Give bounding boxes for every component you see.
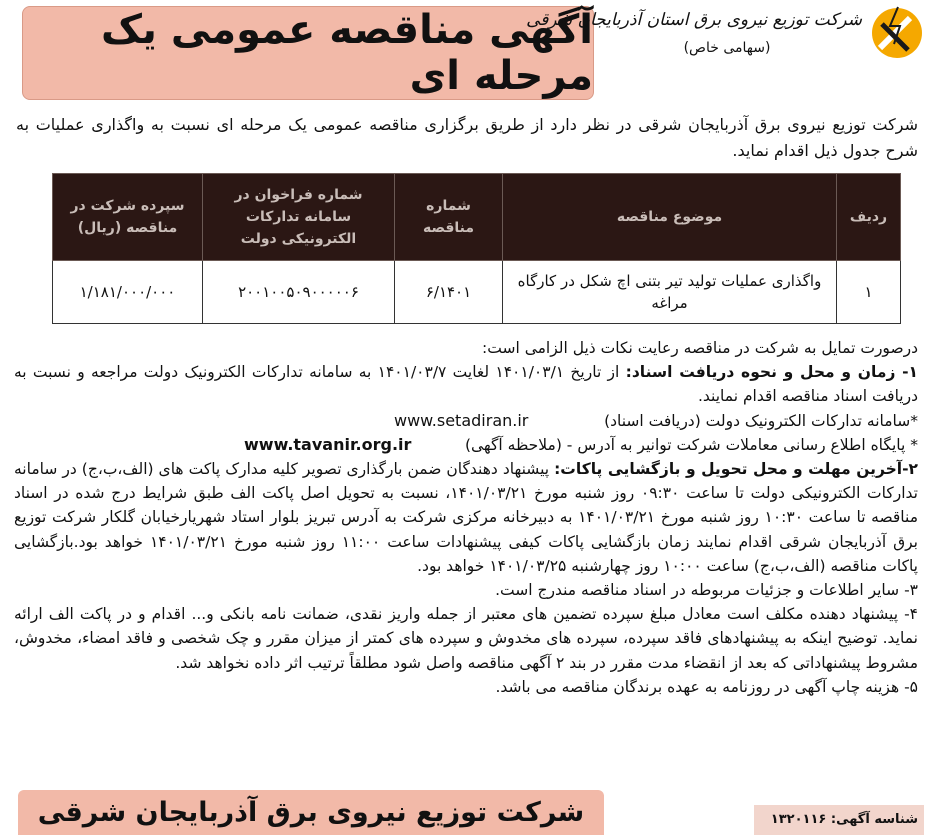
condition-1-heading: ۱- زمان و محل و نحوه دریافت اسناد:: [625, 363, 919, 382]
table-header-row: [53, 174, 901, 261]
bullet-tavanir: [14, 433, 918, 457]
bullet-tavanir-text: * پایگاه اطلاع رسانی معاملات شرکت توانیر به آدرس - (ملاحظه آگهی): [464, 435, 918, 454]
cell-subject: واگذاری عملیات تولید تیر بتنی اچ شکل در کارگاه مراغه: [503, 261, 837, 324]
cell-call-number: ۲۰۰۱۰۰۵۰۹۰۰۰۰۰۶: [203, 261, 395, 324]
condition-1: [14, 360, 918, 408]
cell-deposit: ۱/۱۸۱/۰۰۰/۰۰۰: [53, 261, 203, 324]
condition-1-text: از تاریخ ۱۴۰۱/۰۳/۱ لغایت ۱۴۰۱/۰۳/۷ به سامانه تدارکات الکترونیک دولت مراجعه و نسبت به دریافت اسناد مناقصه اقدام نمایند.: [14, 363, 918, 406]
condition-2: [14, 457, 918, 578]
bullet-setad-text: *سامانه تدارکات الکترونیک دولت (دریافت اسناد): [604, 411, 918, 430]
company-block: [526, 10, 862, 56]
col-header-deposit: سپرده شرکت در مناقصه (ریال): [53, 174, 203, 261]
condition-2-heading: ۲-آخرین مهلت و محل تحویل و بازگشایی پاکات:: [554, 460, 918, 479]
col-header-tender-number: شماره مناقصه: [395, 174, 503, 261]
page-title: آگهی مناقصه عمومی یک مرحله ای: [100, 7, 593, 99]
setad-link[interactable]: www.setadiran.ir: [394, 410, 529, 430]
power-lightning-logo-icon: [870, 4, 924, 66]
condition-3: ۳- سایر اطلاعات و جزئیات مربوطه در اسناد مناقصه مندرج است.: [495, 581, 918, 600]
company-name: شرکت توزیع نیروی برق استان آذربایجان شرقی: [526, 10, 862, 30]
col-header-subject: موضوع مناقصه: [503, 174, 837, 261]
intro-paragraph: شرکت توزیع نیروی برق آذربایجان شرقی در نظر دارد از طریق برگزاری مناقصه عمومی یک مرحله ای نسبت به واگذاری عملیات به شرح جدول ذیل اقدام نماید.: [16, 115, 918, 160]
col-header-row-number: ردیف: [837, 174, 901, 261]
cell-row-number: ۱: [837, 261, 901, 324]
condition-4: ۴- پیشنهاد دهنده مکلف است معادل مبلغ سپرده تضمین های معتبر از جمله واریز نقدی، ضمانت نامه بانکی و... اقدام و در پاکت الف ارائه نماید. توضیح اینکه به پیشنهادهای فاقد سپرده، سپرده های مخدوش و سپرده های کمتر از میزان مقرر و چک شخصی و فاقد امضاء، مخدوش، مشروط پیشنهاداتی که بعد از انقضاء مدت مقرر در بند ۲ آگهی مناقصه واصل شود مطلقاً ترتیب اثر داده نخواهد شد.: [14, 605, 918, 672]
condition-2-text: پیشنهاد دهندگان ضمن بارگذاری تصویر کلیه مدارک پاکت های (الف،ب،ج) در سامانه تدارکات الکترونیکی دولت تا ساعت ۰۹:۳۰ روز شنبه مورخ ۱۴۰۱/۰۳/۲۱، نسبت به تحویل اصل پاکت الف طبق شرایط درج شده در اسناد مناقصه تا ساعت ۱۰:۳۰ روز شنبه مورخ ۱۴۰۱/۰۳/۲۱ به دبیرخانه مرکزی شرکت به آدرس تبریز بلوار استاد شهریارخیابان گلکار شرکت توزیع برق آذربایجان شرقی اقدام نمایند زمان بازگشایی پاکات کیفی پیشنهادات ساعت ۱۱:۰۰ روز شنبه مورخ ۱۴۰۱/۰۳/۲۱ خواهد بود.بازگشایی پاکات مناقصه (الف،ب،ج) ساعت ۱۰:۰۰ روز چهارشنبه ۱۴۰۱/۰۳/۲۵ خواهد بود.: [14, 460, 918, 575]
table-row: [53, 261, 901, 324]
condition-5: ۵- هزینه چاپ آگهی در روزنامه به عهده برندگان مناقصه می باشد.: [495, 677, 918, 696]
conditions-section: [14, 336, 918, 699]
company-type: (سهامی خاص): [683, 40, 771, 56]
footer-company-box: [18, 790, 604, 835]
tavanir-link[interactable]: www.tavanir.org.ir: [244, 434, 412, 454]
ad-id: شناسه آگهی: ۱۳۲۰۱۱۶: [770, 812, 918, 827]
header: [0, 0, 932, 104]
tender-table: [52, 173, 901, 324]
cell-tender-number: ۶/۱۴۰۱: [395, 261, 503, 324]
bullet-setad: [14, 409, 918, 433]
title-box: [22, 6, 594, 100]
footer-company-name: شرکت توزیع نیروی برق آذربایجان شرقی: [37, 797, 585, 828]
col-header-call-number: شماره فراخوان در سامانه تدارکات الکترونیکی دولت: [203, 174, 395, 261]
conditions-intro: درصورت تمایل به شرکت در مناقصه رعایت نکات ذیل الزامی است:: [482, 339, 918, 357]
